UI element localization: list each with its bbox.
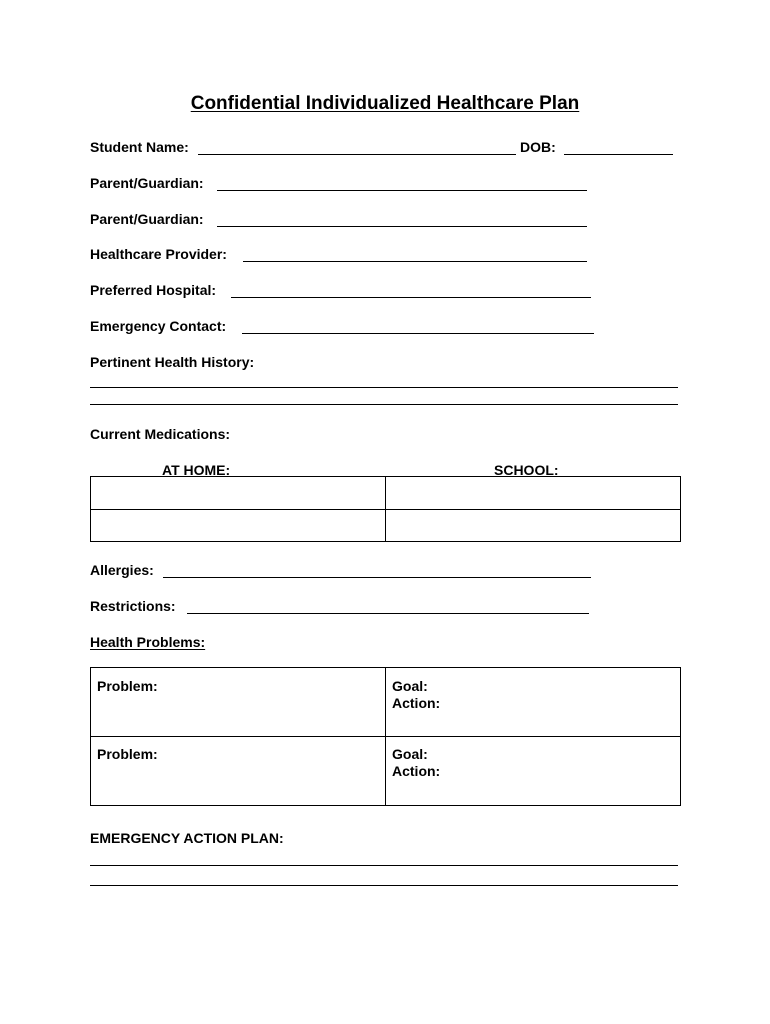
preferred-hospital-label: Preferred Hospital: [90,282,217,298]
dob-field[interactable] [564,154,673,155]
parent-guardian-2-label: Parent/Guardian: [90,211,204,227]
student-name-field[interactable] [198,154,516,155]
action-1-label: Action: [392,695,441,711]
parent-guardian-2-field[interactable] [217,226,587,227]
healthcare-provider-label: Healthcare Provider: [90,246,227,262]
parent-guardian-1-label: Parent/Guardian: [90,175,204,191]
school-header: SCHOOL: [494,462,559,478]
pertinent-health-history-label: Pertinent Health History: [90,354,255,370]
goal-1-label: Goal: [392,678,428,694]
health-problems-heading: Health Problems: [90,634,206,650]
emergency-contact-field[interactable] [242,333,594,334]
parent-guardian-1-field[interactable] [217,190,587,191]
dob-label: DOB: [520,139,556,155]
emergency-contact-label: Emergency Contact: [90,318,227,334]
medications-table-row-divider [90,509,681,510]
at-home-header: AT HOME: [162,462,231,478]
health-problems-row-divider [90,736,681,737]
med-school-cell-1[interactable] [388,478,679,508]
problem-1-label: Problem: [97,678,158,694]
preferred-hospital-field[interactable] [231,297,591,298]
current-medications-label: Current Medications: [90,426,231,442]
emergency-plan-line-1[interactable] [90,865,678,866]
emergency-plan-line-2[interactable] [90,885,678,886]
allergies-field[interactable] [163,577,591,578]
goal-2-label: Goal: [392,746,428,762]
problem-2-label: Problem: [97,746,158,762]
restrictions-field[interactable] [187,613,589,614]
healthcare-provider-field[interactable] [243,261,587,262]
health-history-line-1[interactable] [90,387,678,388]
health-history-line-2[interactable] [90,404,678,405]
med-home-cell-2[interactable] [92,511,383,541]
restrictions-label: Restrictions: [90,598,176,614]
page-title: Confidential Individualized Healthcare Plan [190,93,580,114]
emergency-action-plan-label: EMERGENCY ACTION PLAN: [90,830,284,846]
med-school-cell-2[interactable] [388,511,679,541]
med-home-cell-1[interactable] [92,478,383,508]
action-2-label: Action: [392,763,441,779]
student-name-label: Student Name: [90,139,189,155]
allergies-label: Allergies: [90,562,154,578]
